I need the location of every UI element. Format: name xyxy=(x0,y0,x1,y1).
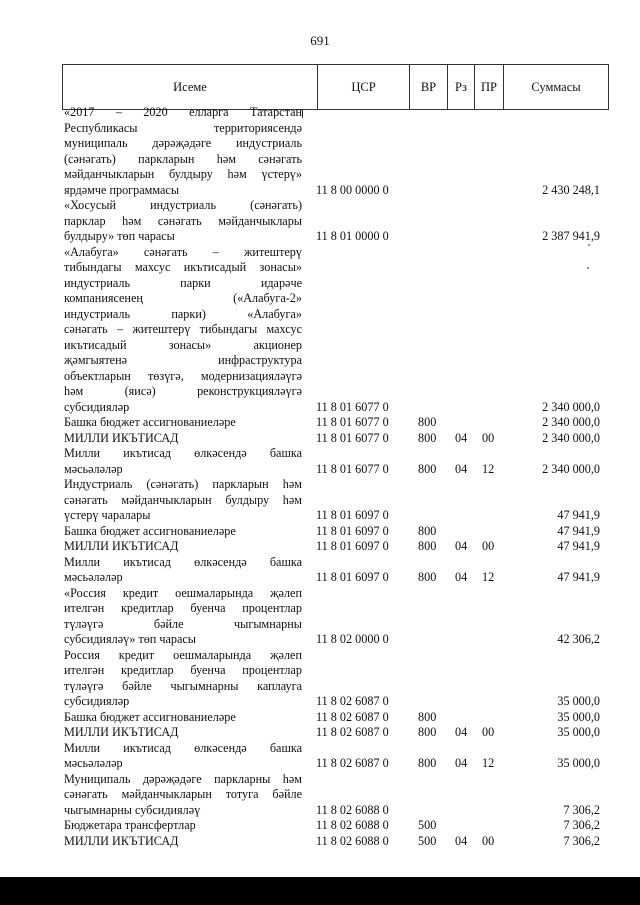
row-name xyxy=(64,198,302,245)
row-name xyxy=(64,431,302,447)
table-row xyxy=(0,555,640,586)
row-name-line: МИЛЛИ ИКЪТИСАД xyxy=(64,833,179,848)
row-sum: 42 306,2 xyxy=(557,632,600,646)
row-name-line: Милли икътисад өлкәсендә башка xyxy=(64,554,302,569)
row-name-line: индустриаль парки) «Алабуга» xyxy=(64,306,302,321)
row-name-line: Милли икътисад өлкәсендә башка xyxy=(64,446,302,460)
table-row xyxy=(0,446,640,477)
table-row xyxy=(0,710,640,726)
row-name xyxy=(64,524,302,540)
row-csr: 11 8 01 6077 0 xyxy=(316,461,389,476)
row-name-line: Муниципаль дәрәҗәдәге паркларны һәм xyxy=(64,771,302,786)
row-csr: 11 8 01 6077 0 xyxy=(316,430,389,445)
row-name xyxy=(64,818,302,834)
row-name xyxy=(64,415,302,431)
row-sum: 7 306,2 xyxy=(563,833,600,848)
row-pr: 00 xyxy=(482,833,495,848)
row-name-line: «Хосусый индустриаль (сәнәгать) xyxy=(64,198,302,212)
table-row xyxy=(0,834,640,850)
row-sum: 47 941,9 xyxy=(557,539,600,553)
row-sum: 7 306,2 xyxy=(563,818,600,832)
row-name xyxy=(64,105,302,198)
row-name-line: сәнәгать – житештерү тибындагы махсус xyxy=(64,322,302,336)
row-rz: 04 xyxy=(455,570,468,584)
table-row xyxy=(0,477,640,524)
table-header xyxy=(62,64,609,110)
table-row xyxy=(0,524,640,540)
row-name-line: субсидияләр xyxy=(64,694,130,708)
row-csr: 11 8 01 0000 0 xyxy=(316,229,389,243)
table-row xyxy=(0,198,640,245)
row-rz: 04 xyxy=(455,725,468,739)
row-name-line: мәсьәләләр xyxy=(64,570,123,584)
row-name-line: икътисадый зонасы» акционер xyxy=(64,337,302,352)
row-vr: 800 xyxy=(418,570,437,584)
table-row xyxy=(0,772,640,819)
row-csr: 11 8 02 6088 0 xyxy=(316,818,389,832)
row-csr: 11 8 01 6097 0 xyxy=(316,508,389,522)
row-vr: 800 xyxy=(418,539,437,553)
row-name-line: Бюджетара трансфертлар xyxy=(64,818,196,832)
row-name-line: парклар һәм сәнәгать мәйданчыклары xyxy=(64,213,302,228)
row-name-line: Россия кредит оешмаларында җәлеп xyxy=(64,647,302,662)
row-name-line: субсидияләр xyxy=(64,399,130,414)
row-sum: 47 941,9 xyxy=(557,523,600,538)
row-name xyxy=(64,477,302,524)
row-name-line: җәмгыятенә инфраструктура xyxy=(64,353,302,367)
row-name-line: Башка бюджет ассигнованиеләре xyxy=(64,709,236,724)
row-vr: 800 xyxy=(418,523,437,538)
row-csr: 11 8 02 6087 0 xyxy=(316,725,389,739)
row-name-line: МИЛЛИ ИКЪТИСАД xyxy=(64,725,179,739)
row-name xyxy=(64,710,302,726)
row-sum: 35 000,0 xyxy=(557,709,600,724)
row-name-line: ярдәмче программасы xyxy=(64,182,180,197)
row-pr: 12 xyxy=(482,570,495,584)
header-vr: ВР xyxy=(409,65,447,109)
row-name-line: булдыру» төп чарасы xyxy=(64,229,175,243)
row-csr: 11 8 02 6087 0 xyxy=(316,709,389,724)
row-name-line: компаниясенең («Алабуга-2» xyxy=(64,291,302,305)
row-name xyxy=(64,772,302,819)
row-sum: 2 387 941,9 xyxy=(542,229,600,243)
row-csr: 11 8 01 6077 0 xyxy=(316,399,389,414)
row-sum: 7 306,2 xyxy=(563,802,600,817)
row-vr: 800 xyxy=(418,430,437,445)
row-rz: 04 xyxy=(455,461,468,476)
row-csr: 11 8 02 6088 0 xyxy=(316,833,389,848)
row-sum: 35 000,0 xyxy=(557,694,600,708)
row-csr: 11 8 02 6088 0 xyxy=(316,802,389,817)
row-pr: 12 xyxy=(482,756,495,770)
row-rz: 04 xyxy=(455,833,468,848)
row-name-line: Индустриаль (сәнәгать) паркларын һәм xyxy=(64,477,302,491)
table-row xyxy=(0,741,640,772)
row-vr: 800 xyxy=(418,415,437,429)
row-name-line: үстерү чаралары xyxy=(64,508,151,522)
row-name-line: чыгымнарны субсидияләү xyxy=(64,802,201,817)
row-sum: 35 000,0 xyxy=(557,756,600,770)
row-pr: 00 xyxy=(482,430,495,445)
row-name-line: «Алабуга» сәнәгать – житештерү xyxy=(64,244,302,259)
row-vr: 500 xyxy=(418,833,437,848)
row-csr: 11 8 01 6097 0 xyxy=(316,523,389,538)
row-name-line: МИЛЛИ ИКЪТИСАД xyxy=(64,539,179,553)
row-name-line: сәнәгать мәйданчыкларын тотуга бәйле xyxy=(64,787,302,801)
row-pr: 00 xyxy=(482,725,495,739)
row-name-line: объектларын төзүгә, модернизацияләүгә xyxy=(64,368,302,383)
row-rz: 04 xyxy=(455,430,468,445)
row-csr: 11 8 00 0000 0 xyxy=(316,182,389,197)
row-name-line: түләүгә бәйле чыгымнарны xyxy=(64,616,302,631)
row-sum: 47 941,9 xyxy=(557,508,600,522)
row-name-line: (сәнәгать) паркларын һәм сәнәгать xyxy=(64,151,302,166)
row-name xyxy=(64,648,302,710)
row-name-line: МИЛЛИ ИКЪТИСАД xyxy=(64,430,179,445)
row-name-line: «2017 – 2020 елларга Татарстан xyxy=(64,105,302,119)
row-vr: 800 xyxy=(418,709,437,724)
row-name-line: тибындагы махсус икътисадый зонасы» xyxy=(64,260,302,274)
table-row xyxy=(0,415,640,431)
row-rz: 04 xyxy=(455,539,468,553)
row-name xyxy=(64,834,302,850)
row-sum: 2 430 248,1 xyxy=(542,182,600,197)
row-sum: 35 000,0 xyxy=(557,725,600,739)
row-sum: 2 340 000,0 xyxy=(542,461,600,476)
row-name-line: мәйданчыкларын булдыру һәм үстерү» xyxy=(64,167,302,181)
header-name: Исеме xyxy=(173,80,207,94)
row-sum: 47 941,9 xyxy=(557,570,600,584)
table-row xyxy=(0,431,640,447)
scan-edge-bar xyxy=(0,877,640,905)
table-row xyxy=(0,105,640,198)
row-name xyxy=(64,539,302,555)
row-name-line: Республикасы территориясендә xyxy=(64,120,302,135)
row-name-line: Башка бюджет ассигнованиеләре xyxy=(64,415,236,429)
row-name-line: «Россия кредит оешмаларында җәлеп xyxy=(64,585,302,600)
header-csr: ЦСР xyxy=(317,65,409,109)
row-csr: 11 8 01 6077 0 xyxy=(316,415,389,429)
row-name xyxy=(64,446,302,477)
row-name-line: сәнәгать мәйданчыкларын булдыру һәм xyxy=(64,492,302,507)
header-rz: Рз xyxy=(447,65,474,109)
table-row xyxy=(0,648,640,710)
row-name-line: ителгән кредитлар буенча процентлар xyxy=(64,601,302,615)
table-row xyxy=(0,245,640,416)
row-rz: 04 xyxy=(455,756,468,770)
row-name xyxy=(64,555,302,586)
row-vr: 800 xyxy=(418,725,437,739)
row-name xyxy=(64,245,302,416)
row-name-line: түләүгә бәйле чыгымнарны каплауга xyxy=(64,678,302,693)
row-name-line: Башка бюджет ассигнованиеләре xyxy=(64,523,236,538)
row-csr: 11 8 02 6087 0 xyxy=(316,756,389,770)
table-row xyxy=(0,725,640,741)
row-name-line: муниципаль дәрәҗәдәге индустриаль xyxy=(64,136,302,150)
row-name-line: һәм (яисә) реконструкцияләүгә xyxy=(64,384,302,398)
row-name-line: индустриаль парки идарәче xyxy=(64,275,302,290)
table-row xyxy=(0,818,640,834)
page-number: 691 xyxy=(310,33,330,48)
row-name-line: ителгән кредитлар буенча процентлар xyxy=(64,663,302,677)
row-name-line: мәсьәләләр xyxy=(64,756,123,770)
row-csr: 11 8 01 6097 0 xyxy=(316,539,389,553)
row-sum: 2 340 000,0 xyxy=(542,399,600,414)
row-pr: 00 xyxy=(482,539,495,553)
row-pr: 12 xyxy=(482,461,495,476)
table-row xyxy=(0,539,640,555)
row-name xyxy=(64,741,302,772)
row-name-line: мәсьәләләр xyxy=(64,461,123,476)
header-pr: ПР xyxy=(474,65,503,109)
row-csr: 11 8 02 6087 0 xyxy=(316,694,389,708)
row-name xyxy=(64,586,302,648)
row-vr: 500 xyxy=(418,818,437,832)
row-csr: 11 8 02 0000 0 xyxy=(316,632,389,646)
row-sum: 2 340 000,0 xyxy=(542,415,600,429)
table-row xyxy=(0,586,640,648)
row-sum: 2 340 000,0 xyxy=(542,430,600,445)
row-name-line: субсидияләү» төп чарасы xyxy=(64,632,196,646)
row-csr: 11 8 01 6097 0 xyxy=(316,570,389,584)
header-sum: Суммасы xyxy=(503,65,608,109)
row-name xyxy=(64,725,302,741)
row-vr: 800 xyxy=(418,461,437,476)
row-vr: 800 xyxy=(418,756,437,770)
row-name-line: Милли икътисад өлкәсендә башка xyxy=(64,740,302,755)
